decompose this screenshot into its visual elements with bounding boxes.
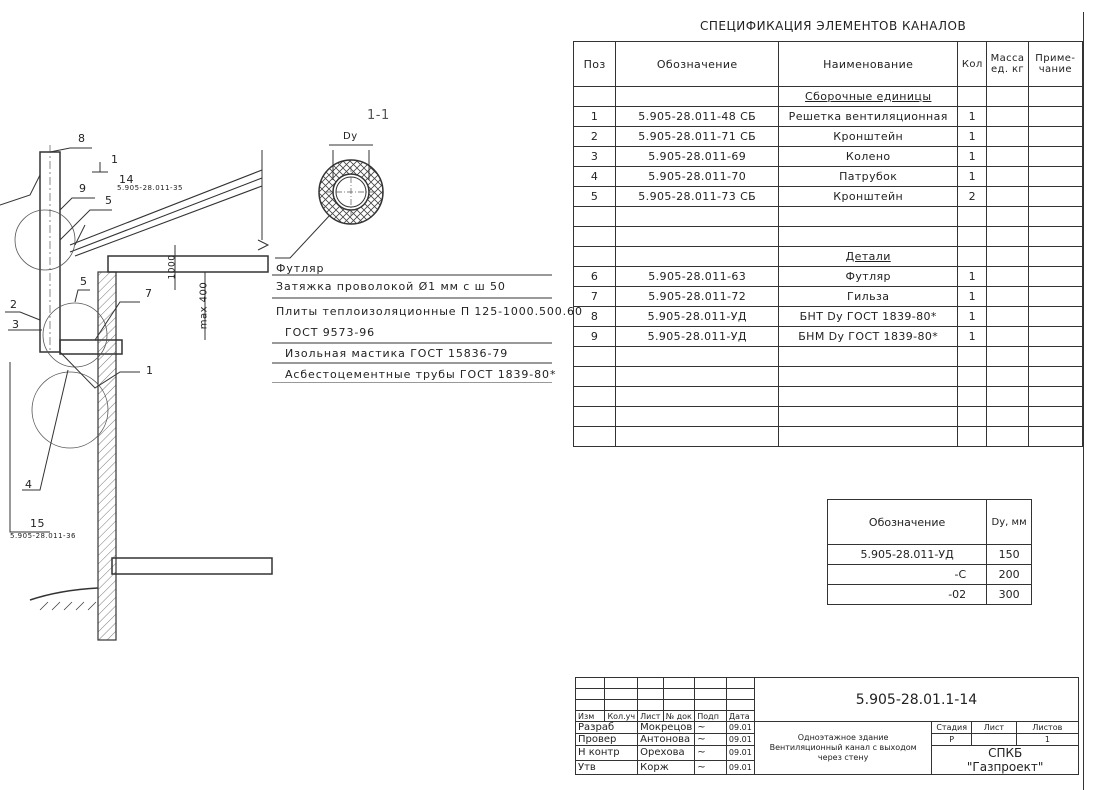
spec-group-assembly: Сборочные единицы [779, 87, 958, 107]
spec-cell: 1 [958, 307, 987, 327]
spec-header: Масса ед. кг [987, 42, 1028, 87]
spec-cell: 6 [574, 267, 616, 287]
spec-cell: 1 [958, 127, 987, 147]
stamp-header: Кол.уч [605, 711, 638, 722]
spec-cell: 5.905-28.011-48 СБ [616, 107, 779, 127]
wall [98, 272, 116, 640]
spec-cell: 5.905-28.011-73 СБ [616, 187, 779, 207]
spec-cell: БНМ Dy ГОСТ 1839-80* [779, 327, 958, 347]
drawing-code: 5.905-28.01.1-14 [754, 678, 1078, 722]
legend-line-5: Изольная мастика ГОСТ 15836-79 [285, 347, 509, 360]
dy-cell: 200 [987, 565, 1032, 585]
mark-2: 2 [10, 298, 18, 311]
spec-cell: 4 [574, 167, 616, 187]
spec-header-row [574, 42, 1083, 87]
stamp-date: 09.01 [726, 722, 754, 734]
stage-value: Р [932, 734, 972, 746]
org-name-2: "Газпроект" [966, 760, 1044, 774]
org-name-1: СПКБ [988, 746, 1023, 760]
spec-cell: 5.905-28.011-72 [616, 287, 779, 307]
dy-cell: 5.905-28.011-УД [828, 545, 987, 565]
dy-cell: 150 [987, 545, 1032, 565]
sheet-header: Лист [972, 722, 1017, 734]
table-row [574, 247, 1083, 267]
stamp-date: 09.01 [726, 760, 754, 775]
mark-1-section: 1 [111, 153, 119, 166]
dy-table [827, 499, 1032, 605]
table-row [574, 87, 1083, 107]
mark-15: 15 [30, 517, 45, 530]
spec-cell: Кронштейн [779, 127, 958, 147]
spec-cell: 1 [958, 267, 987, 287]
spec-cell: Гильза [779, 287, 958, 307]
table-row [574, 427, 1083, 447]
spec-header: Обозначение [616, 42, 779, 87]
table-row [574, 347, 1083, 367]
spec-cell: 5 [574, 187, 616, 207]
stamp-header: Изм [576, 711, 605, 722]
table-row [574, 127, 1083, 147]
stamp-person: Мокрецов [638, 722, 695, 734]
spec-header: Поз [574, 42, 616, 87]
stamp-role: Н контр [576, 746, 638, 761]
stamp-person: Орехова [638, 746, 695, 761]
spec-cell: 1 [958, 327, 987, 347]
legend-line-4: ГОСТ 9573-96 [285, 326, 376, 339]
dy-header: Обозначение [828, 500, 987, 545]
dy-cell: 300 [987, 585, 1032, 605]
spec-cell: 1 [958, 147, 987, 167]
table-row [574, 147, 1083, 167]
table-row [574, 187, 1083, 207]
spec-cell: 7 [574, 287, 616, 307]
stamp-desc-1: Одноэтажное здание [797, 733, 889, 742]
spec-cell: 5.905-28.011-УД [616, 307, 779, 327]
spec-cell: Кронштейн [779, 187, 958, 207]
dy-header: Dy, мм [987, 500, 1032, 545]
legend-line-2: Затяжка проволокой Ø1 мм с ш 50 [276, 280, 506, 293]
stamp-person: Корж [638, 760, 695, 775]
stamp-desc-2: Вентиляционный канал с выходом [769, 743, 917, 752]
table-row [574, 167, 1083, 187]
spec-cell: Футляр [779, 267, 958, 287]
spec-cell: БНТ Dy ГОСТ 1839-80* [779, 307, 958, 327]
stamp-role: Провер [576, 734, 638, 746]
dim-1000: 1000 [167, 254, 178, 280]
table-row [574, 307, 1083, 327]
table-row [574, 287, 1083, 307]
spec-cell: 5.905-28.011-УД [616, 327, 779, 347]
dy-header-row [828, 500, 1032, 545]
stamp-header: Подп [695, 711, 727, 722]
stamp-person: Антонова [638, 734, 695, 746]
mark-14-ref: 5.905-28.011-35 [117, 184, 183, 192]
spec-cell: 5.905-28.011-69 [616, 147, 779, 167]
signature: ~ [695, 760, 727, 775]
table-row [574, 407, 1083, 427]
mark-3: 3 [12, 318, 20, 331]
table-row [574, 107, 1083, 127]
stamp-date: 09.01 [726, 734, 754, 746]
spec-cell: 1 [958, 107, 987, 127]
spec-cell: 2 [958, 187, 987, 207]
dy-cell: -С [828, 565, 987, 585]
dy-cell: -02 [828, 585, 987, 605]
stamp-date: 09.01 [726, 746, 754, 761]
spec-header: Наименование [779, 42, 958, 87]
spec-title: СПЕЦИФИКАЦИЯ ЭЛЕМЕНТОВ КАНАЛОВ [700, 19, 967, 33]
dim-max400: max 400 [198, 281, 210, 330]
mark-15-ref: 5.905-28.011-36 [10, 532, 76, 540]
spec-cell: 5.905-28.011-71 СБ [616, 127, 779, 147]
stamp-role: Разраб [576, 722, 638, 734]
signature: ~ [695, 734, 727, 746]
spec-group-details: Детали [779, 247, 958, 267]
spec-table [573, 41, 1083, 447]
spec-cell: 3 [574, 147, 616, 167]
mark-9: 9 [79, 182, 87, 195]
stamp-header: № док [663, 711, 695, 722]
mark-4: 4 [25, 478, 33, 491]
mark-7: 7 [145, 287, 153, 300]
spec-cell: 9 [574, 327, 616, 347]
stamp-header: Лист [638, 711, 664, 722]
spec-cell: 5.905-28.011-63 [616, 267, 779, 287]
table-row [828, 585, 1032, 605]
roof-slab [108, 256, 268, 272]
signature: ~ [695, 722, 727, 734]
spec-cell: 1 [958, 167, 987, 187]
stamp-header: Дата [726, 711, 754, 722]
mark-1: 1 [146, 364, 154, 377]
spec-cell: Колено [779, 147, 958, 167]
spec-cell: 8 [574, 307, 616, 327]
sheets-value: 1 [1016, 734, 1078, 746]
floor-slab [112, 558, 272, 574]
mark-8: 8 [78, 132, 86, 145]
stamp-desc-3: через стену [817, 753, 869, 762]
sheets-header: Листов [1016, 722, 1078, 734]
legend-rules [272, 273, 557, 383]
table-row [828, 565, 1032, 585]
table-row [574, 327, 1083, 347]
table-row [574, 207, 1083, 227]
mark-5b: 5 [80, 275, 88, 288]
dy-label: Dy [343, 131, 358, 142]
spec-cell: 2 [574, 127, 616, 147]
spec-cell: 5.905-28.011-70 [616, 167, 779, 187]
table-row [828, 545, 1032, 565]
legend-line-1: Футляр [276, 262, 325, 275]
table-row [574, 387, 1083, 407]
table-row [574, 227, 1083, 247]
legend-line-6: Асбестоцементные трубы ГОСТ 1839-80* [285, 368, 557, 381]
frame-border [1083, 12, 1084, 790]
spec-header: Кол [958, 42, 987, 87]
spec-header: Приме-чание [1028, 42, 1082, 87]
table-row [574, 267, 1083, 287]
mark-14: 14 [119, 173, 134, 186]
spec-cell: 1 [958, 287, 987, 307]
title-block [575, 677, 1079, 775]
section-label: 1-1 [367, 108, 390, 123]
signature: ~ [695, 746, 727, 761]
table-row [574, 367, 1083, 387]
stage-header: Стадия [932, 722, 972, 734]
stamp-role: Утв [576, 760, 638, 775]
spec-cell: Патрубок [779, 167, 958, 187]
mark-5: 5 [105, 194, 113, 207]
spec-cell: Решетка вентиляционная [779, 107, 958, 127]
spec-cell: 1 [574, 107, 616, 127]
legend-line-3: Плиты теплоизоляционные П 125-1000.500.60 [276, 305, 583, 318]
